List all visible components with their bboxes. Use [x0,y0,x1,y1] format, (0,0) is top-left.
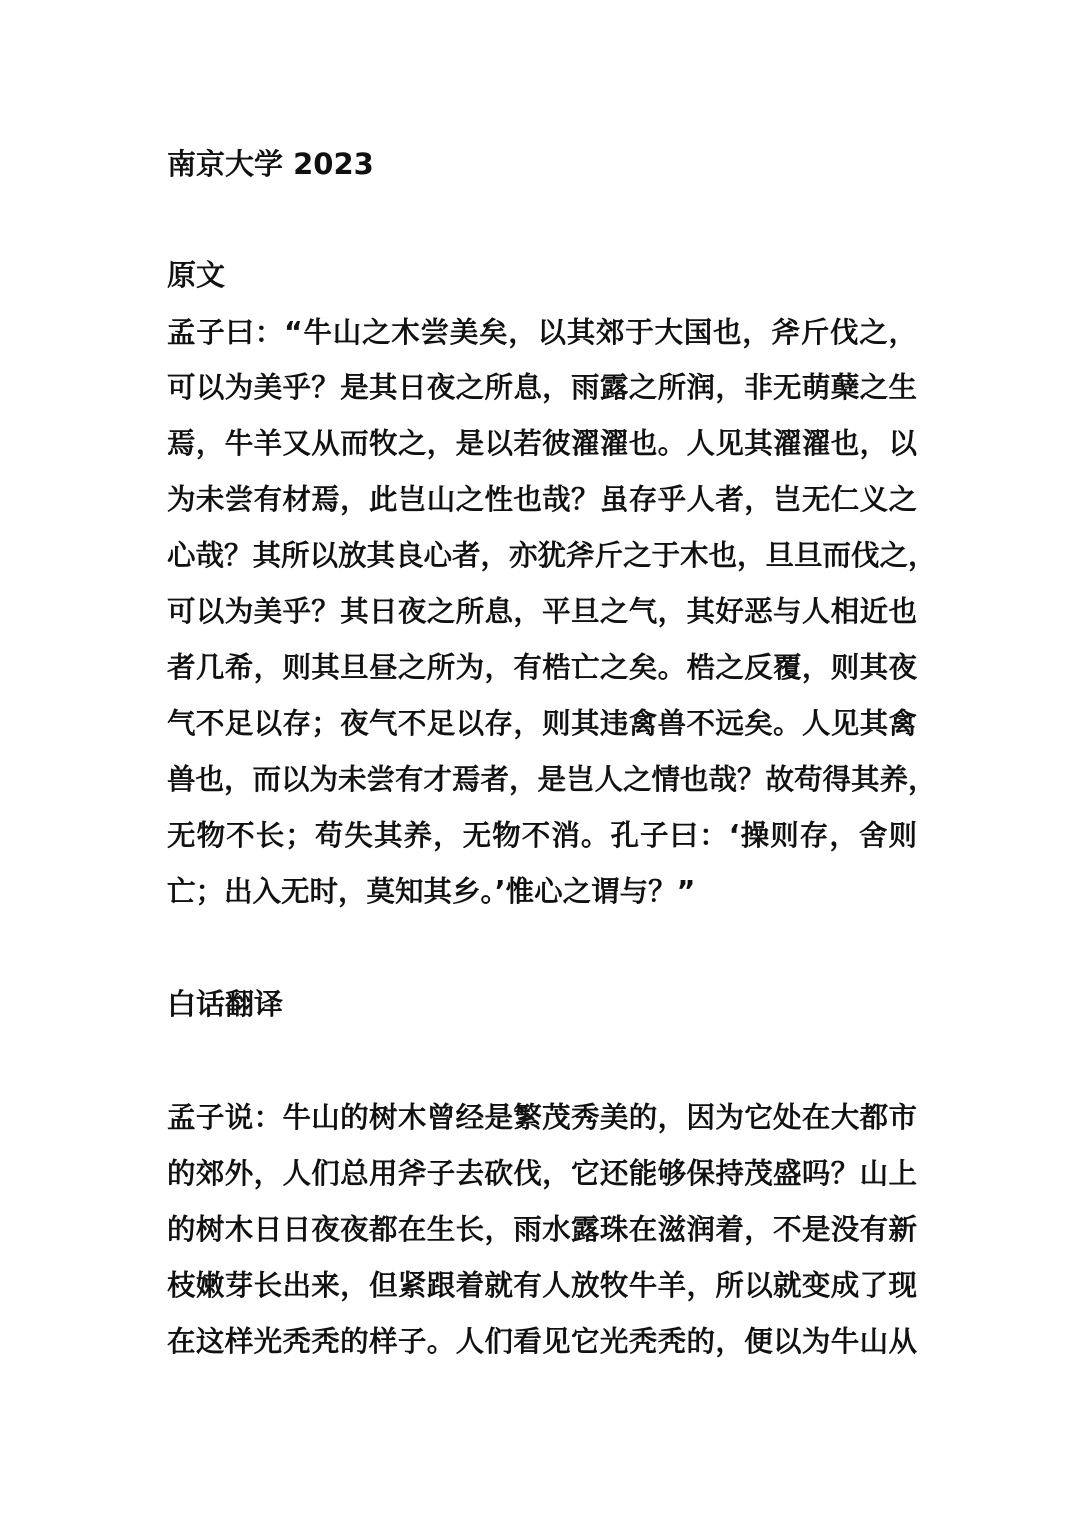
document-title: 南京大学 2023 [167,147,374,181]
original-text-heading: 原文 [167,258,226,292]
original-text-line: 可以为美乎？是其日夜之所息，雨露之所润，非无萌蘖之生 [167,371,917,404]
original-text-line: 兽也，而以为未尝有才焉者，是岂人之情也哉？故苟得其养， [167,763,937,796]
translation-heading: 白话翻译 [167,987,284,1021]
original-text-line: 可以为美乎？其日夜之所息，平旦之气，其好恶与人相近也 [167,595,917,628]
original-text-line: 者几希，则其旦昼之所为，有梏亡之矣。梏之反覆，则其夜 [167,651,917,684]
original-text-line: 亡；出入无时，莫知其乡。’惟心之谓与？” [167,875,696,908]
original-text-line: 心哉？其所以放其良心者，亦犹斧斤之于木也，旦旦而伐之， [167,539,937,572]
original-text-line: 无物不长；苟失其养，无物不消。孔子曰：‘操则存，舍则 [167,819,917,852]
translation-text-line: 的郊外，人们总用斧子去砍伐，它还能够保持茂盛吗？山上 [167,1157,917,1190]
translation-text-line: 的树木日日夜夜都在生长，雨水露珠在滋润着，不是没有新 [167,1213,917,1246]
original-text-line: 孟子曰：“牛山之木尝美矣，以其郊于大国也，斧斤伐之， [167,316,917,349]
original-text-line: 焉，牛羊又从而牧之，是以若彼濯濯也。人见其濯濯也，以 [167,427,917,460]
original-text-line: 气不足以存；夜气不足以存，则其违禽兽不远矣。人见其禽 [167,707,917,740]
translation-text-line: 孟子说：牛山的树木曾经是繁茂秀美的，因为它处在大都市 [167,1101,917,1134]
translation-text-line: 枝嫩芽长出来，但紧跟着就有人放牧牛羊，所以就变成了现 [167,1269,917,1302]
original-text-line: 为未尝有材焉，此岂山之性也哉？虽存乎人者，岂无仁义之 [167,483,917,516]
translation-text-line: 在这样光秃秃的样子。人们看见它光秃秃的，便以为牛山从 [167,1325,917,1358]
